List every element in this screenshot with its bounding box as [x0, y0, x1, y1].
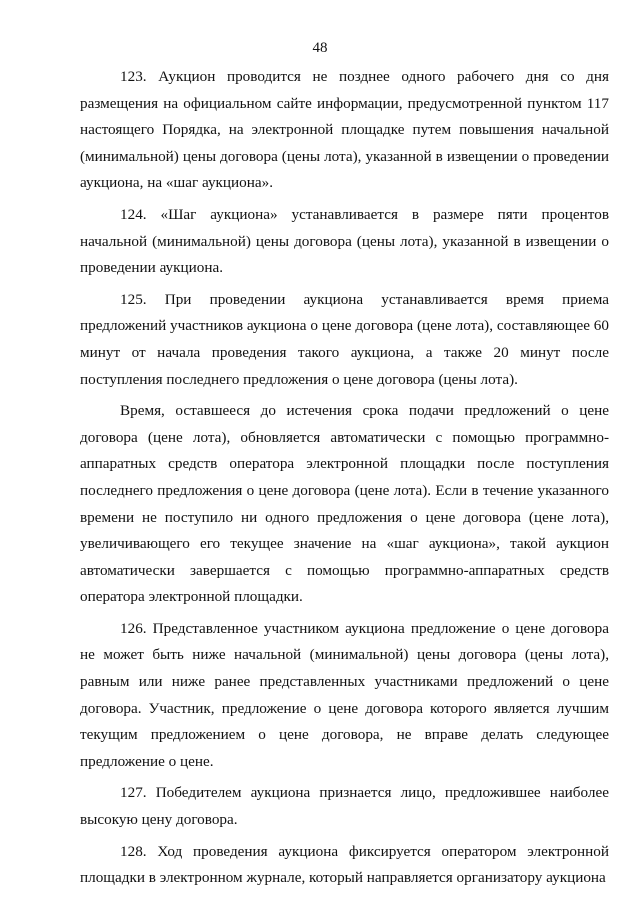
paragraph-124: 124. «Шаг аукциона» устанавливается в размере пяти процентов начальной (минимальной) цены договора (цены лота), указанной в извещении о проведении аукциона.	[80, 205, 609, 277]
paragraph-128: 128. Ход проведения аукциона фиксируется оператором электронной площадки в электронном журнале, который направляется организатору аукциона	[80, 842, 609, 887]
paragraph-time-remaining: Время, оставшееся до истечения срока подачи предложений о цене договора (цене лота), обновляется автоматически с помощью программно-аппаратных средств оператора электронной площадки после поступления последнего предложения о цене договора (цене лота). Если в течение указанного времени не поступило ни одного предложения о цене договора (цене лота), увеличивающего его текущее значение на «шаг аукциона», такой аукцион автоматически завершается с помощью программно-аппаратных средств оператора электронной площадки.	[80, 402, 609, 606]
paragraph-123: 123. Аукцион проводится не позднее одного рабочего дня со дня размещения на официальном сайте информации, предусмотренной пунктом 117 настоящего Порядка, на электронной площадке путем повышения начальной (минимальной) цены договора (цены лота), указанной в извещении о проведении аукциона, на «шаг аукциона».	[80, 68, 609, 192]
page-number: 48	[312, 40, 328, 56]
paragraph-127: 127. Победителем аукциона признается лицо, предложившее наиболее высокую цену договора.	[80, 784, 609, 829]
paragraph-126: 126. Представленное участником аукциона предложение о цене договора не может быть ниже начальной (минимальной) цены договора (цены лота), равным или ниже ранее представленных участниками предложений о цене договора. Участник, предложение о цене договора которого является лучшим текущим предложением о цене договора, не вправе делать следующее предложение о цене.	[80, 619, 609, 770]
paragraph-125: 125. При проведении аукциона устанавливается время приема предложений участников аукциона о цене договора (цене лота), составляющее 60 минут от начала проведения такого аукциона, а также 20 минут после поступления последнего предложения о цене договора (цены лота).	[80, 290, 609, 388]
document-body	[80, 64, 609, 897]
